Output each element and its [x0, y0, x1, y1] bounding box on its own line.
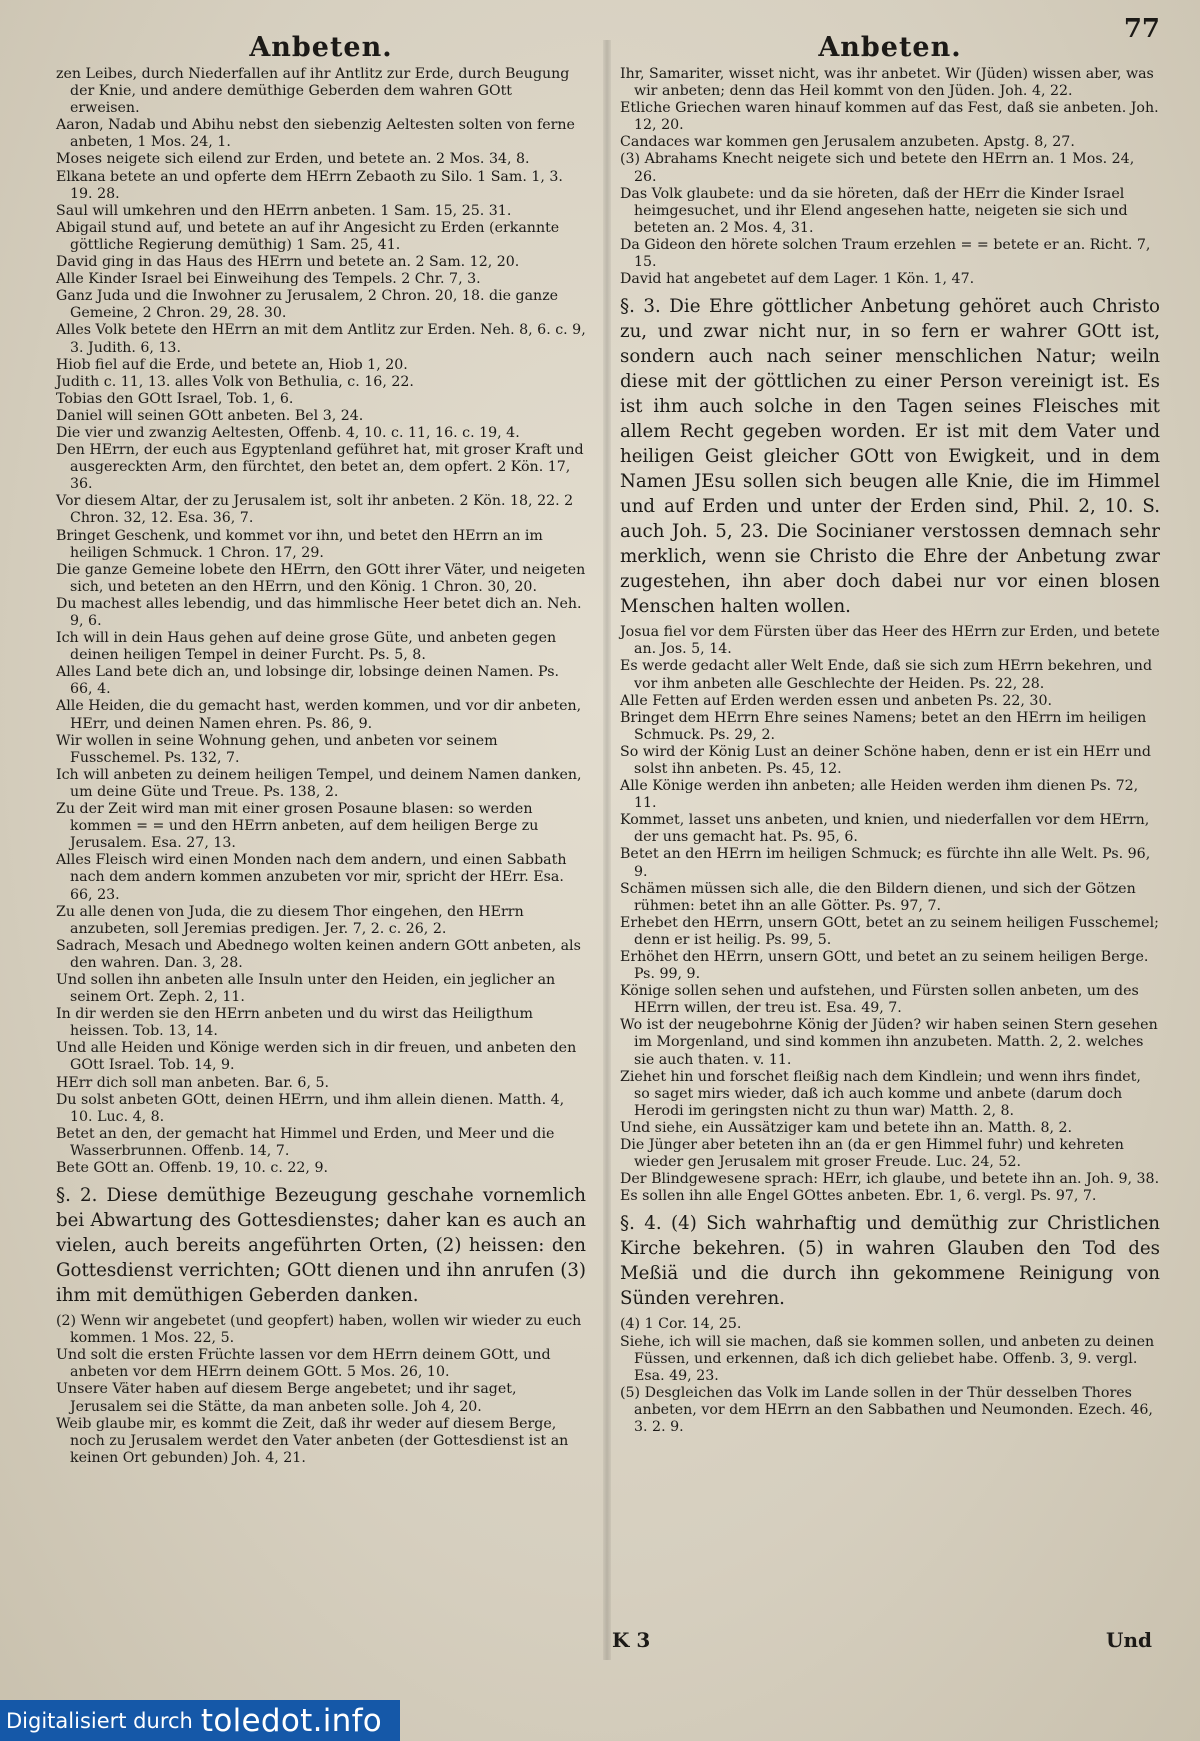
citation-entry: Alles Volk betete den HErrn an mit dem Antlitz zur Erden. Neh. 8, 6. c. 9, 3. Judith. 6, 13.: [56, 322, 586, 356]
citation-entry: Tobias den GOtt Israel, Tob. 1, 6.: [56, 390, 294, 407]
citation-entry: HErr dich soll man anbeten. Bar. 6, 5.: [56, 1074, 330, 1091]
section-paragraph: §. 4. (4) Sich wahrhaftig und demüthig zur Christlichen Kirche bekehren. (5) in wahren Glauben den Tod des Meßiä und die durch ihn gekommene Reinigung von Sünden verehren.: [620, 1213, 1160, 1310]
citation-entry: Schämen müssen sich alle, die den Bildern dienen, und sich der Götzen rühmen: betet ihn an alle Götter. Ps. 97, 7.: [620, 880, 1136, 914]
section-paragraph: §. 3. Die Ehre göttlicher Anbetung gehöret auch Christo zu, und zwar nicht nur, in so fern er wahrer GOtt ist, sondern auch nach seiner menschlichen Natur; weiln diese mit der göttlichen zu einer Person vereinigt ist. Es ist ihm auch solche in den Tagen seines Fleisches mit allem Recht gegeben worden. Er ist mit dem Vater und heiligen Geist gleicher GOtt von Ewigkeit, und in dem Namen JEsu sollen sich beugen alle Knie, die im Himmel und auf Erden und unter der Erden sind, Phil. 2, 10. S. auch Joh. 5, 23. Die Socinianer verstossen demnach sehr merklich, wenn sie Christo die Ehre der Anbetung zwar zugestehen, ihn aber doch dabei nur vor einen blosen Menschen halten wollen.: [620, 296, 1160, 618]
citation-entry: Ziehet hin und forschet fleißig nach dem Kindlein; und wenn ihrs findet, so saget mirs wieder, daß ich auch komme und anbete (darum doch Herodi im geringsten nicht zu thun war) Matth. 2, 8.: [620, 1068, 1141, 1119]
citation-entry: David ging in das Haus des HErrn und betete an. 2 Sam. 12, 20.: [56, 254, 520, 271]
citation-entry: Ich will anbeten zu deinem heiligen Tempel, und deinem Namen danken, um deine Güte und Treue. Ps. 138, 2.: [56, 766, 582, 800]
right-running-head: Anbeten.: [818, 32, 962, 63]
citation-entry: In dir werden sie den HErrn anbeten und du wirst das Heiligthum heissen. Tob. 13, 14.: [56, 1006, 533, 1040]
citation-entry: Saul will umkehren und den HErrn anbeten. 1 Sam. 15, 25. 31.: [56, 202, 512, 219]
section-paragraph: §. 2. Diese demüthige Bezeugung geschahe vornemlich bei Abwartung des Gottesdienstes; daher kan es auch an vielen, auch bereits angeführten Orten, (2) heissen: den Gottesdienst verrichten; GOtt dienen und ihn anrufen (3) ihm mit demüthigen Geberden danken.: [56, 1185, 586, 1307]
citation-entry: Alles Land bete dich an, und lobsinge dir, lobsinge deinen Namen. Ps. 66, 4.: [56, 664, 559, 698]
citation-entry: zen Leibes, durch Niederfallen auf ihr Antlitz zur Erde, durch Beugung der Knie, und andere demüthige Geberden dem wahren GOtt erweisen.: [56, 66, 570, 117]
digitization-banner[interactable]: [0, 1700, 400, 1741]
citation-entry: Alle Könige werden ihn anbeten; alle Heiden werden ihm dienen Ps. 72, 11.: [620, 778, 1139, 812]
catchword: Und: [1106, 1628, 1152, 1652]
banner-brand-link[interactable]: toledot.info: [200, 1702, 383, 1739]
citation-entry: Es sollen ihn alle Engel GOttes anbeten. Ebr. 1, 6. vergl. Ps. 97, 7.: [620, 1188, 1097, 1205]
citation-entry: Die vier und zwanzig Aeltesten, Offenb. 4, 10. c. 11, 16. c. 19, 4.: [56, 424, 520, 441]
citation-entry: Moses neigete sich eilend zur Erden, und betete an. 2 Mos. 34, 8.: [56, 151, 530, 168]
citation-entry: Wir wollen in seine Wohnung gehen, und anbeten vor seinem Fusschemel. Ps. 132, 7.: [56, 732, 498, 766]
citation-entry: Daniel will seinen GOtt anbeten. Bel 3, 24.: [56, 407, 364, 424]
citation-entry: David hat angebetet auf dem Lager. 1 Kön. 1, 47.: [620, 271, 975, 288]
citation-entry: Kommet, lasset uns anbeten, und knien, und niederfallen vor dem HErrn, der uns gemacht hat. Ps. 95, 6.: [620, 812, 1150, 846]
citation-entry: Das Volk glaubete: und da sie höreten, daß der HErr die Kinder Israel heimgesuchet, und ihr Elend angesehen hatte, neigeten sie sich und beteten an. 2 Mos. 4, 31.: [620, 185, 1128, 236]
page-gutter: [603, 40, 611, 1660]
citation-entry: Es werde gedacht aller Welt Ende, daß sie sich zum HErrn bekehren, und vor ihm anbeten alle Geschlechte der Heiden. Ps. 22, 28.: [620, 658, 1153, 692]
citation-entry: Und alle Heiden und Könige werden sich in dir freuen, und anbeten den GOtt Israel. Tob. 14, 9.: [56, 1040, 577, 1074]
citation-entry: Aaron, Nadab und Abihu nebst den siebenzig Aeltesten solten von ferne anbeten, 1 Mos. 24, 1.: [56, 117, 575, 151]
right-column-body: [620, 66, 1160, 1436]
citation-entry: Elkana betete an und opferte dem HErrn Zebaoth zu Silo. 1 Sam. 1, 3. 19. 28.: [56, 168, 563, 202]
citation-entry: Betet an den, der gemacht hat Himmel und Erden, und Meer und die Wasserbrunnen. Offenb. 14, 7.: [56, 1125, 555, 1159]
citation-entry: Sadrach, Mesach und Abednego wolten keinen andern GOtt anbeten, als den wahren. Dan. 3, 28.: [56, 937, 581, 971]
citation-entry: (4) 1 Cor. 14, 25.: [620, 1316, 742, 1333]
citation-entry: Erhebet den HErrn, unsern GOtt, betet an zu seinem heiligen Fusschemel; denn er ist heilig. Ps. 99, 5.: [620, 914, 1159, 948]
right-column: [620, 30, 1160, 1436]
banner-lead-text: Digitalisiert durch: [6, 1708, 193, 1733]
citation-entry: Alle Fetten auf Erden werden essen und anbeten Ps. 22, 30.: [620, 692, 1052, 709]
citation-entry: (3) Abrahams Knecht neigete sich und betete den HErrn an. 1 Mos. 24, 26.: [620, 151, 1135, 185]
citation-entry: Josua fiel vor dem Fürsten über das Heer des HErrn zur Erden, und betete an. Jos. 5, 14.: [620, 624, 1160, 658]
citation-entry: Abigail stund auf, und betete an auf ihr Angesicht zu Erden (erkannte göttliche Regierung demüthig) 1 Sam. 25, 41.: [56, 219, 560, 253]
citation-entry: Weib glaube mir, es kommt die Zeit, daß ihr weder auf diesem Berge, noch zu Jerusalem werdet den Vater anbeten (der Gottesdienst ist an keinen Ort gebunden) Joh. 4, 21.: [56, 1415, 569, 1466]
citation-entry: Bringet Geschenk, und kommet vor ihn, und betet den HErrn an im heiligen Schmuck. 1 Chron. 17, 29.: [56, 527, 543, 561]
citation-entry: So wird der König Lust an deiner Schöne haben, denn er ist ein HErr und solst ihn anbeten. Ps. 45, 12.: [620, 743, 1151, 777]
citation-entry: Die Jünger aber beteten ihn an (da er gen Himmel fuhr) und kehreten wieder gen Jerusalem mit groser Freude. Luc. 24, 52.: [620, 1137, 1124, 1171]
left-column: [56, 30, 586, 1467]
citation-entry: Vor diesem Altar, der zu Jerusalem ist, solt ihr anbeten. 2 Kön. 18, 22. 2 Chron. 32, 12. Esa. 36, 7.: [56, 493, 574, 527]
citation-entry: Da Gideon den hörete solchen Traum erzehlen = = betete er an. Richt. 7, 15.: [620, 236, 1151, 271]
left-running-head: Anbeten.: [249, 32, 393, 63]
citation-entry: Alles Fleisch wird einen Monden nach dem andern, und einen Sabbath nach dem andern kommen anzubeten vor mir, spricht der HErr. Esa. 66, 23.: [56, 852, 567, 903]
citation-entry: (5) Desgleichen das Volk im Lande sollen in der Thür desselben Thores anbeten, vor dem HErrn an den Sabbathen und Neumonden. Ezech. 46, 3. 2. 9.: [620, 1384, 1153, 1435]
citation-entry: Ihr, Samariter, wisset nicht, was ihr anbetet. Wir (Jüden) wissen aber, was wir anbeten; denn das Heil kommt von den Jüden. Joh. 4, 22.: [620, 66, 1154, 100]
citation-entry: Bete GOtt an. Offenb. 19, 10. c. 22, 9.: [56, 1160, 328, 1176]
citation-entry: Du solst anbeten GOtt, deinen HErrn, und ihm allein dienen. Matth. 4, 10. Luc. 4, 8.: [56, 1091, 565, 1125]
citation-entry: Betet an den HErrn im heiligen Schmuck; es fürchte ihn alle Welt. Ps. 96, 9.: [620, 846, 1151, 880]
citation-entry: Und sollen ihn anbeten alle Insuln unter den Heiden, ein jeglicher an seinem Ort. Zeph. 2, 11.: [56, 971, 556, 1006]
citation-entry: Unsere Väter haben auf diesem Berge angebetet; und ihr saget, Jerusalem sei die Stätte, da man anbeten solle. Joh 4, 20.: [56, 1381, 517, 1415]
citation-entry: Der Blindgewesene sprach: HErr, ich glaube, und betete ihn an. Joh. 9, 38.: [620, 1171, 1160, 1188]
citation-entry: Hiob fiel auf die Erde, und betete an, Hiob 1, 20.: [56, 356, 408, 373]
citation-entry: Erhöhet den HErrn, unsern GOtt, und betet an zu seinem heiligen Berge. Ps. 99, 9.: [620, 949, 1149, 983]
citation-entry: Alle Heiden, die du gemacht hast, werden kommen, und vor dir anbeten, HErr, und deinen Namen ehren. Ps. 86, 9.: [56, 698, 582, 732]
citation-entry: Wo ist der neugebohrne König der Jüden? wir haben seinen Stern gesehen im Morgenland, und sind kommen ihn anzubeten. Matth. 2, 2. welches sie auch thaten. v. 11.: [620, 1017, 1158, 1068]
citation-entry: Ganz Juda und die Inwohner zu Jerusalem, 2 Chron. 20, 18. die ganze Gemeine, 2 Chron. 29, 28. 30.: [56, 288, 559, 322]
citation-entry: Judith c. 11, 13. alles Volk von Bethulia, c. 16, 22.: [56, 373, 414, 390]
citation-entry: Die ganze Gemeine lobete den HErrn, den GOtt ihrer Väter, und neigeten sich, und beteten an den HErrn, und den König. 1 Chron. 30, 20.: [56, 561, 586, 595]
left-column-body: [56, 66, 586, 1467]
citation-entry: Zu der Zeit wird man mit einer grosen Posaune blasen: so werden kommen = = und den HErrn anbeten, auf dem heiligen Berge zu Jerusalem. Esa. 27, 13.: [56, 801, 539, 852]
citation-entry: Etliche Griechen waren hinauf kommen auf das Fest, daß sie anbeten. Joh. 12, 20.: [620, 100, 1159, 134]
citation-entry: Und siehe, ein Aussätziger kam und betete ihn an. Matth. 8, 2.: [620, 1119, 1073, 1136]
citation-entry: Du machest alles lebendig, und das himmlische Heer betet dich an. Neh. 9, 6.: [56, 595, 582, 629]
citation-entry: Zu alle denen von Juda, die zu diesem Thor eingehen, den HErrn anzubeten, soll Jeremias predigen. Jer. 7, 2. c. 26, 2.: [56, 903, 524, 937]
citation-entry: Bringet dem HErrn Ehre seines Namens; betet an den HErrn im heiligen Schmuck. Ps. 29, 2.: [620, 709, 1147, 743]
citation-entry: Könige sollen sehen und aufstehen, und Fürsten sollen anbeten, um des HErrn willen, der treu ist. Esa. 49, 7.: [620, 983, 1139, 1017]
citation-entry: Siehe, ich will sie machen, daß sie kommen sollen, und anbeten zu deinen Füssen, und erkennen, daß ich dich geliebet habe. Offenb. 3, 9. vergl. Esa. 49, 23.: [620, 1333, 1155, 1384]
page-number: 77: [1123, 14, 1160, 44]
citation-entry: Alle Kinder Israel bei Einweihung des Tempels. 2 Chr. 7, 3.: [56, 271, 481, 288]
citation-entry: Den HErrn, der euch aus Egyptenland geführet hat, mit groser Kraft und ausgereckten Arm, den fürchtet, den betet an, dem opfert. 2 Kön. 17, 36.: [56, 442, 584, 493]
citation-entry: (2) Wenn wir angebetet (und geopfert) haben, wollen wir wieder zu euch kommen. 1 Mos. 22, 5.: [56, 1313, 582, 1347]
citation-entry: Candaces war kommen gen Jerusalem anzubeten. Apstg. 8, 27.: [620, 134, 1075, 151]
signature-mark: K 3: [612, 1628, 651, 1652]
citation-entry: Ich will in dein Haus gehen auf deine grose Güte, und anbeten gegen deinen heiligen Tempel in deiner Furcht. Ps. 5, 8.: [56, 630, 557, 664]
citation-entry: Und solt die ersten Früchte lassen vor dem HErrn deinem GOtt, und anbeten vor dem HErrn deinem GOtt. 5 Mos. 26, 10.: [56, 1347, 551, 1381]
